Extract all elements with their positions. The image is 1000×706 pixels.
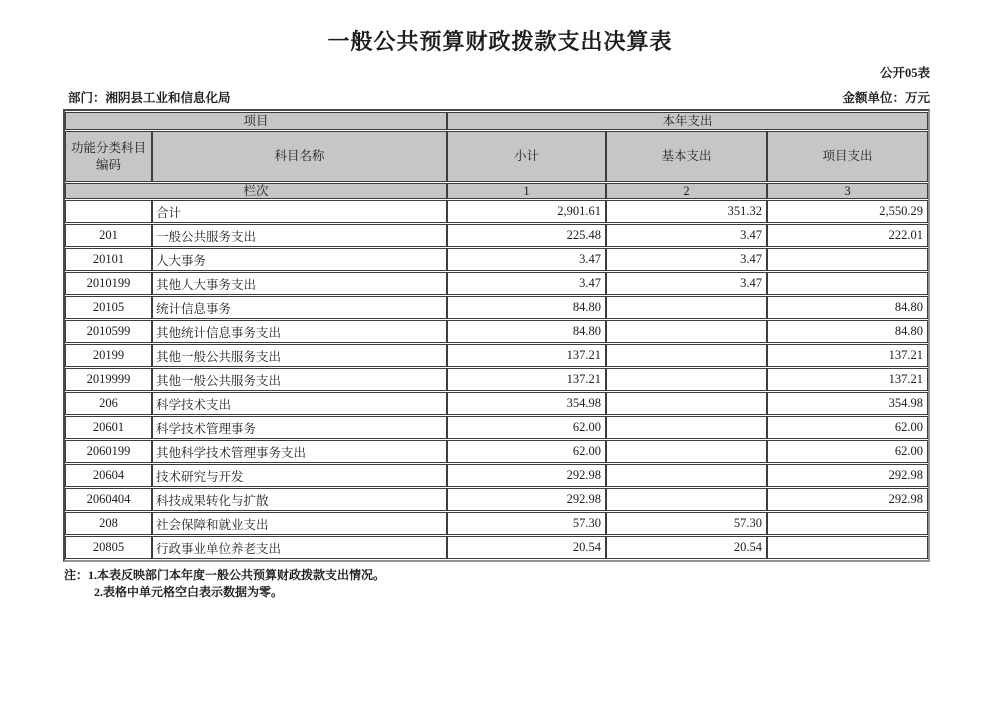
basic-expense-cell: 3.47 bbox=[606, 272, 767, 295]
column-index-row bbox=[65, 183, 928, 199]
table-row bbox=[65, 272, 928, 295]
subtotal-cell: 62.00 bbox=[447, 440, 606, 463]
subtotal-cell: 225.48 bbox=[447, 224, 606, 247]
subtotal-cell: 57.30 bbox=[447, 512, 606, 535]
basic-expense-cell bbox=[606, 488, 767, 511]
page-title: 一般公共预算财政拨款支出决算表 bbox=[327, 29, 673, 54]
subtotal-cell: 3.47 bbox=[447, 248, 606, 271]
basic-expense-cell bbox=[606, 392, 767, 415]
subject-code-cell: 2060404 bbox=[65, 488, 152, 511]
subject-code-cell: 20601 bbox=[65, 416, 152, 439]
subject-code-cell: 20805 bbox=[65, 536, 152, 559]
project-expense-cell: 292.98 bbox=[767, 488, 928, 511]
project-expense-cell: 62.00 bbox=[767, 416, 928, 439]
project-expense-cell: 84.80 bbox=[767, 296, 928, 319]
basic-expense-cell bbox=[606, 344, 767, 367]
subject-code-cell: 20101 bbox=[65, 248, 152, 271]
subject-name-cell: 科学技术支出 bbox=[152, 392, 447, 415]
table-row bbox=[65, 368, 928, 391]
table-row bbox=[65, 488, 928, 511]
column-index-3: 3 bbox=[767, 183, 928, 199]
column-index-label: 栏次 bbox=[65, 183, 447, 199]
subject-name-cell: 科技成果转化与扩散 bbox=[152, 488, 447, 511]
project-expense-cell bbox=[767, 512, 928, 535]
subtotal-cell: 354.98 bbox=[447, 392, 606, 415]
subject-code-cell: 2010199 bbox=[65, 272, 152, 295]
subject-code-cell: 201 bbox=[65, 224, 152, 247]
subtotal-cell: 137.21 bbox=[447, 368, 606, 391]
subject-name-cell: 一般公共服务支出 bbox=[152, 224, 447, 247]
basic-expense-cell bbox=[606, 440, 767, 463]
basic-expense-cell bbox=[606, 416, 767, 439]
group-header-row bbox=[65, 112, 928, 130]
subject-name-cell: 其他一般公共服务支出 bbox=[152, 344, 447, 367]
subject-name-cell: 行政事业单位养老支出 bbox=[152, 536, 447, 559]
subject-code-cell: 20105 bbox=[65, 296, 152, 319]
col-header-subtotal: 小计 bbox=[447, 131, 606, 182]
group-header-current-year-expense: 本年支出 bbox=[447, 112, 928, 130]
subject-code-cell: 2060199 bbox=[65, 440, 152, 463]
subtotal-cell: 2,901.61 bbox=[447, 200, 606, 223]
table-row bbox=[65, 512, 928, 535]
subject-code-cell: 2010599 bbox=[65, 320, 152, 343]
subtotal-cell: 62.00 bbox=[447, 416, 606, 439]
basic-expense-cell: 20.54 bbox=[606, 536, 767, 559]
expenditure-table bbox=[65, 111, 928, 560]
basic-expense-cell: 57.30 bbox=[606, 512, 767, 535]
col-header-subject-name: 科目名称 bbox=[152, 131, 447, 182]
budget-table bbox=[63, 109, 930, 562]
project-expense-cell: 222.01 bbox=[767, 224, 928, 247]
note-1: 注：1.本表反映部门本年度一般公共预算财政拨款支出情况。 bbox=[64, 568, 386, 582]
basic-expense-cell: 351.32 bbox=[606, 200, 767, 223]
col-header-function-code: 功能分类科目编码 bbox=[65, 131, 152, 182]
project-expense-cell: 354.98 bbox=[767, 392, 928, 415]
project-expense-cell: 292.98 bbox=[767, 464, 928, 487]
table-row bbox=[65, 344, 928, 367]
table-row bbox=[65, 440, 928, 463]
subtotal-cell: 84.80 bbox=[447, 296, 606, 319]
project-expense-cell bbox=[767, 272, 928, 295]
basic-expense-cell: 3.47 bbox=[606, 224, 767, 247]
subject-name-cell: 技术研究与开发 bbox=[152, 464, 447, 487]
project-expense-cell: 137.21 bbox=[767, 368, 928, 391]
table-body bbox=[65, 200, 928, 559]
subject-code-cell: 206 bbox=[65, 392, 152, 415]
basic-expense-cell bbox=[606, 464, 767, 487]
basic-expense-cell bbox=[606, 368, 767, 391]
subject-code-cell bbox=[65, 200, 152, 223]
subtotal-cell: 292.98 bbox=[447, 488, 606, 511]
subtotal-cell: 3.47 bbox=[447, 272, 606, 295]
subject-name-cell: 其他统计信息事务支出 bbox=[152, 320, 447, 343]
subject-name-cell: 人大事务 bbox=[152, 248, 447, 271]
basic-expense-cell bbox=[606, 320, 767, 343]
project-expense-cell: 2,550.29 bbox=[767, 200, 928, 223]
table-row bbox=[65, 296, 928, 319]
table-row bbox=[65, 320, 928, 343]
subtotal-cell: 137.21 bbox=[447, 344, 606, 367]
subject-name-cell: 其他一般公共服务支出 bbox=[152, 368, 447, 391]
table-row bbox=[65, 536, 928, 559]
table-row bbox=[65, 224, 928, 247]
subject-name-cell: 科学技术管理事务 bbox=[152, 416, 447, 439]
column-index-1: 1 bbox=[447, 183, 606, 199]
subject-code-cell: 20199 bbox=[65, 344, 152, 367]
subject-name-cell: 其他科学技术管理事务支出 bbox=[152, 440, 447, 463]
subject-code-cell: 2019999 bbox=[65, 368, 152, 391]
note-2: 2.表格中单元格空白表示数据为零。 bbox=[94, 585, 284, 599]
subject-name-cell: 其他人大事务支出 bbox=[152, 272, 447, 295]
project-expense-cell: 84.80 bbox=[767, 320, 928, 343]
column-index-2: 2 bbox=[606, 183, 767, 199]
subject-code-cell: 208 bbox=[65, 512, 152, 535]
subject-name-cell: 统计信息事务 bbox=[152, 296, 447, 319]
col-header-project-expense: 项目支出 bbox=[767, 131, 928, 182]
project-expense-cell: 137.21 bbox=[767, 344, 928, 367]
basic-expense-cell bbox=[606, 296, 767, 319]
notes bbox=[64, 567, 1000, 601]
subject-name-cell: 社会保障和就业支出 bbox=[152, 512, 447, 535]
project-expense-cell bbox=[767, 248, 928, 271]
project-expense-cell: 62.00 bbox=[767, 440, 928, 463]
table-row bbox=[65, 416, 928, 439]
subtotal-cell: 20.54 bbox=[447, 536, 606, 559]
table-code: 公开05表 bbox=[879, 66, 930, 80]
table-row bbox=[65, 464, 928, 487]
subject-code-cell: 20604 bbox=[65, 464, 152, 487]
meta-row bbox=[68, 88, 930, 106]
subtotal-cell: 84.80 bbox=[447, 320, 606, 343]
subtotal-cell: 292.98 bbox=[447, 464, 606, 487]
table-row bbox=[65, 248, 928, 271]
subject-name-cell: 合计 bbox=[152, 200, 447, 223]
department-label: 部门：湘阴县工业和信息化局 bbox=[68, 91, 231, 105]
unit-label: 金额单位：万元 bbox=[842, 91, 930, 105]
project-expense-cell bbox=[767, 536, 928, 559]
column-header-row bbox=[65, 131, 928, 182]
group-header-project: 项目 bbox=[65, 112, 447, 130]
col-header-basic-expense: 基本支出 bbox=[606, 131, 767, 182]
table-row bbox=[65, 392, 928, 415]
basic-expense-cell: 3.47 bbox=[606, 248, 767, 271]
table-row bbox=[65, 200, 928, 223]
